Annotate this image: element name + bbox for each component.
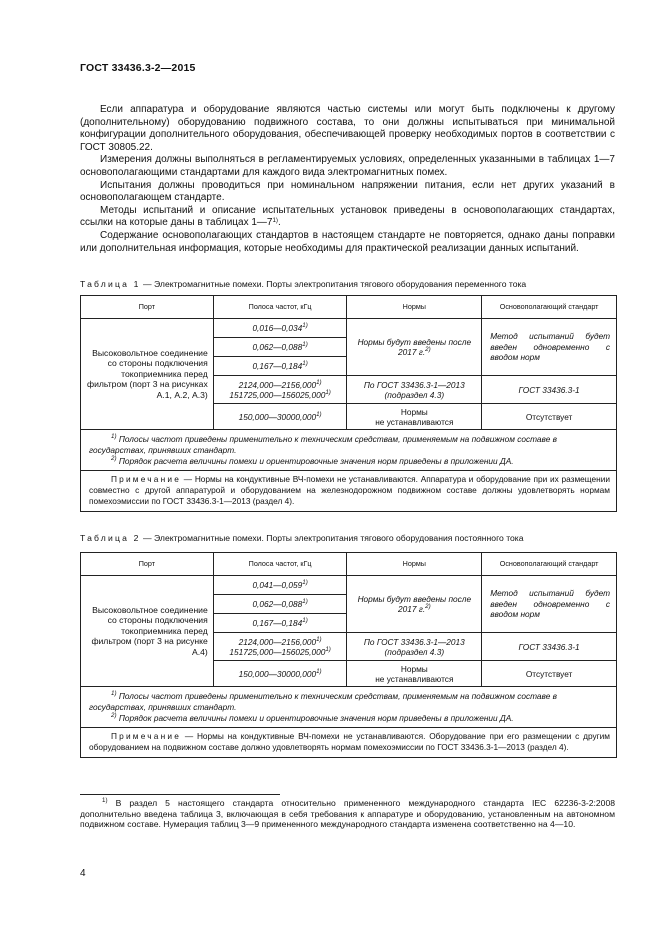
table1-band: 150,000—30000,000$^{1)}$ [213,404,347,430]
table2-base: Метод испытаний будет введен одновременно с вводом норм [482,576,617,633]
table1-base: Метод испытаний будет введен одновременно с вводом норм [482,319,617,376]
paragraph-4: Методы испытаний и описание испытательных установок приведены в основополагающих стандартах, ссылки на которые даны в таблицах 1—7$^{1)}$. [80,204,615,229]
table1-port-cell: Высоковольтное соединение со стороны подключения токоприемника перед фильтром (порт 3 на рисунках А.1, А.2, А.3) [81,319,214,430]
table1-band: 0,167—0,184$^{1)}$ [213,357,347,376]
table1-norm: Нормы будут введены после 2017 г.$^{2)}$ [347,319,482,376]
table2-fn2: $^{2)}$ Порядок расчета величины помехи и ориентировочные значения норм приведены в приложении ДА. [111,711,514,723]
footnote-ref: 1) [272,217,278,225]
table2-fn1: $^{1)}$ Полосы частот приведены применительно к техническим средствам, применяемым на подвижном составе в государствах, принявших стандарт. [89,690,557,712]
table2-band: 0,167—0,184$^{1)}$ [213,614,347,633]
table1-note [81,471,617,511]
table2-band: 0,062—0,088$^{1)}$ [213,595,347,614]
table1-header-port: Порт [81,296,214,319]
table1-base: Отсутствует [482,404,617,430]
table2-base: Отсутствует [482,661,617,687]
table1-caption [80,279,526,289]
table1-header-norms: Нормы [347,296,482,319]
note-text: — Нормы на кондуктивные ВЧ-помехи не устанавливаются. Оборудование при его размещении с другим оборудованием на подвижном составе должно удовлетворять нормам помехоэмиссии по ГОСТ 33436.3-1—2013 (раздел 4). [89,731,610,753]
paragraph-2: Измерения должны выполняться в регламентируемых условиях, определенных указанными в таблицах 1—7 основополагающими стандартами для каждого вида электромагнитных помех. [80,154,615,178]
footnote-text: В раздел 5 настоящего стандарта относительно примененного международного стандарта IEC 62236-3-2:2008 дополнительно введена таблица 3, включающая в себя требования к аппаратуре и оборудованию, установленным на автономном подвижном составе. Нумерация таблиц 3—9 примененного международного стандарта изменена соответственно на 4—10. [80,798,616,830]
table1-band: 0,062—0,088$^{1)}$ [213,338,347,357]
table2-label: Таблица 2 [80,533,141,543]
table2-band: 0,041—0,059$^{1)}$ [213,576,347,595]
intro-text [80,104,615,255]
table2-header-band: Полоса частот, кГц [213,553,347,576]
paragraph-5: Содержание основополагающих стандартов в настоящем стандарте не повторяется, однако даны поправки или дополнительная информация, которые необходимы для практической реализации данных испытаний. [80,229,615,254]
table2-band: 2124,000—2156,000$^{1)}$ 151725,000—156025,000$^{1)}$ [213,633,347,661]
table1-band: 2124,000—2156,000$^{1)}$ 151725,000—156025,000$^{1)}$ [213,376,347,404]
page-number: 4 [80,868,86,879]
table2-footnotes [81,687,617,728]
table1-title: — Электромагнитные помехи. Порты электропитания тягового оборудования переменного тока [140,279,527,289]
table1-footnotes [81,430,617,471]
table1-norm: Нормы не устанавливаются [347,404,482,430]
paragraph-4-text: Методы испытаний и описание испытательных установок приведены в основополагающих стандартах, ссылки на которые даны в таблицах 1—7 [80,204,615,229]
page-header: ГОСТ 33436.3-2—2015 [80,62,196,74]
table1 [80,295,617,512]
paragraph-1: Если аппаратура и оборудование являются частью системы или могут быть подключены к другому (дополнительному) оборудованию подвижного состава, то они должны испытываться при минимальной конфигурации дополнительного оборудования, обеспечивающей проверку необходимых портов в соответствии с ГОСТ 30805.22. [80,104,615,153]
page-footnote [80,798,615,830]
table2-header-port: Порт [81,553,214,576]
table1-fn1: $^{1)}$ Полосы частот приведены применительно к техническим средствам, применяемым на подвижном составе в государствах, принявших стандарт. [89,433,557,455]
table2-caption [80,533,524,543]
table2-norm: Нормы не устанавливаются [347,661,482,687]
table1-label: Таблица 1 [80,279,141,289]
note-text: — Нормы на кондуктивные ВЧ-помехи не устанавливаются. Аппаратура и оборудование при их размещении совместно с другой аппаратурой и оборудованием на железнодорожном подвижном составе должны удовлетворять нормам помехоэмиссии по ГОСТ 33436.3-1—2013 (раздел 4). [89,474,610,506]
table2-port-cell: Высоковольтное соединение со стороны подключения токоприемника перед фильтром (порт 3 на рисунке А.4) [81,576,214,687]
footnote-mark: 1) [102,797,108,804]
footnote-divider [80,794,280,795]
table2-base: ГОСТ 33436.3-1 [482,633,617,661]
note-label: Примечание [111,731,182,742]
table2-header-norms: Нормы [347,553,482,576]
paragraph-3: Испытания должны проводиться при номинальном напряжении питания, если нет других указаний в основополагающем стандарте. [80,179,615,204]
table1-norm: По ГОСТ 33436.3-1—2013 (подраздел 4.3) [347,376,482,404]
table1-header-band: Полоса частот, кГц [213,296,347,319]
table2-note [81,728,617,758]
table2-norm: Нормы будут введены после 2017 г.$^{2)}$ [347,576,482,633]
table2 [80,552,617,758]
table2-band: 150,000—30000,000$^{1)}$ [213,661,347,687]
table1-band: 0,016—0,034$^{1)}$ [213,319,347,338]
table1-base: ГОСТ 33436.3-1 [482,376,617,404]
table1-header-base: Основополагающий стандарт [482,296,617,319]
table1-fn2: $^{2)}$ Порядок расчета величины помехи и ориентировочные значения норм приведены в приложении ДА. [111,454,514,466]
table2-norm: По ГОСТ 33436.3-1—2013 (подраздел 4.3) [347,633,482,661]
table2-title: — Электромагнитные помехи. Порты электропитания тягового оборудования постоянного тока [140,533,524,543]
note-label: Примечание [111,474,182,485]
table2-header-base: Основополагающий стандарт [482,553,617,576]
